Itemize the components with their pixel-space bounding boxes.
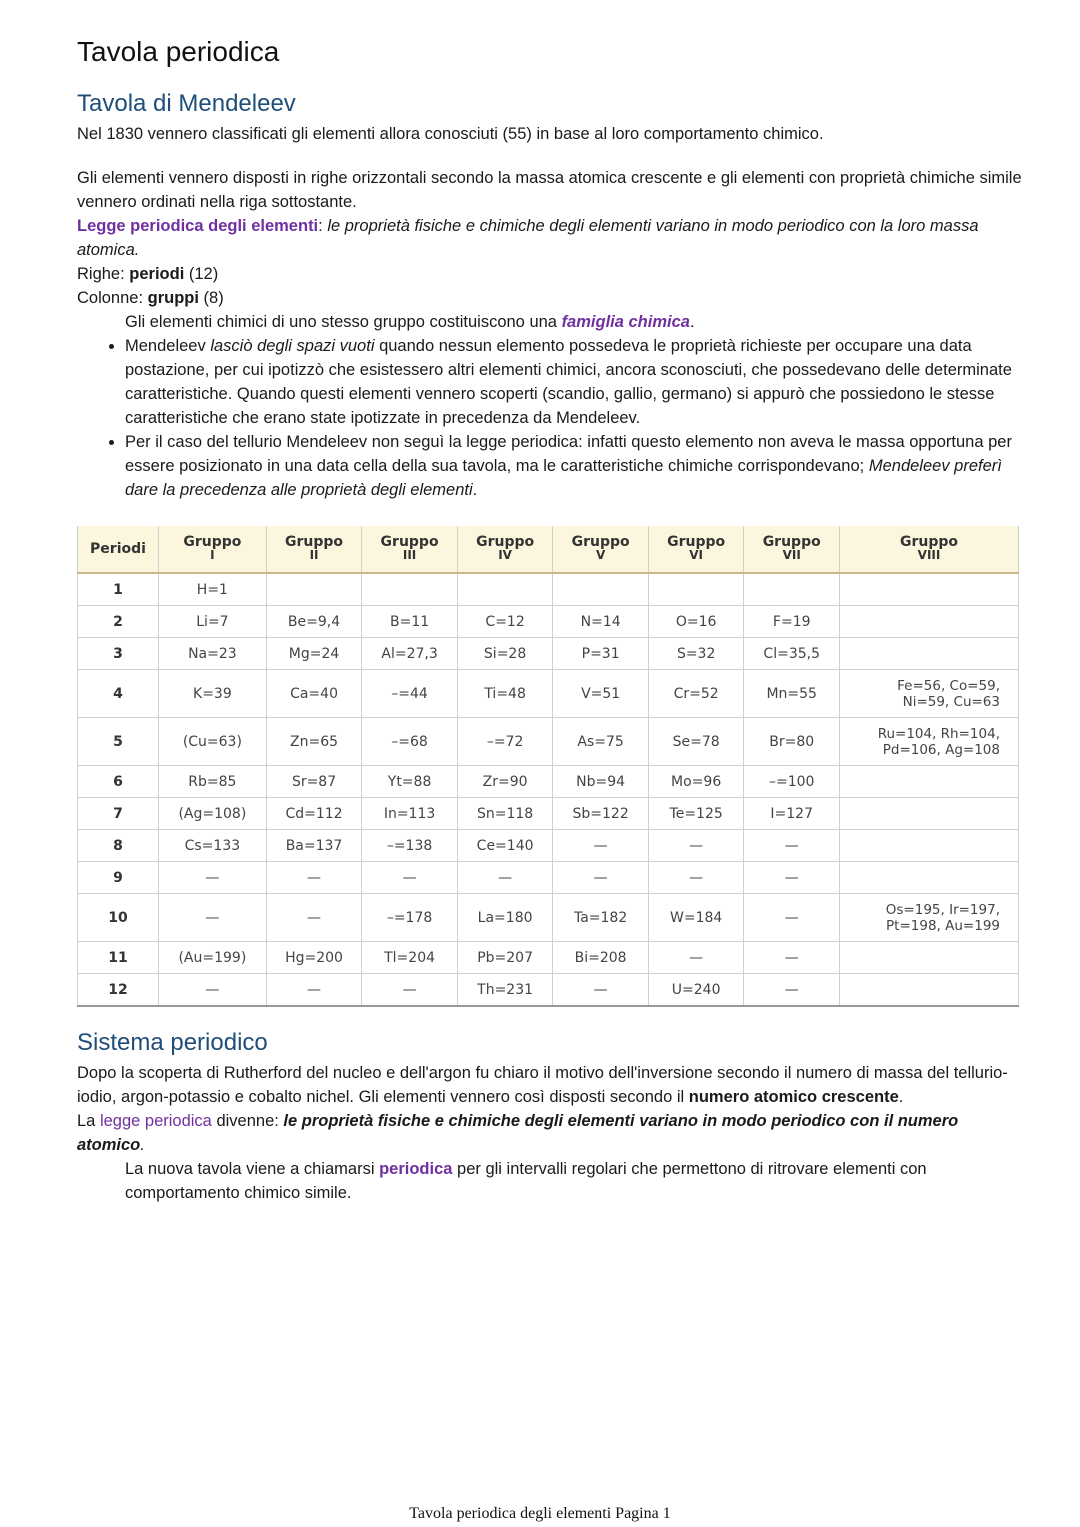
new-law-mid: divenne: xyxy=(211,1112,284,1130)
group-numeral: V xyxy=(595,548,606,562)
period-number: 1 xyxy=(78,573,159,606)
element-cell: — xyxy=(744,942,840,974)
element-cell: — xyxy=(744,830,840,862)
element-cell: Al=27,3 xyxy=(362,638,458,670)
period-number: 10 xyxy=(78,894,159,942)
group-word: Gruppo xyxy=(183,534,242,550)
element-cell: — xyxy=(266,862,362,894)
paragraph-arrangement: Gli elementi vennero disposti in righe orizzontali secondo la massa atomica crescente e gli elementi con proprietà chimiche simile vennero ordinati nella riga sottostante. xyxy=(77,169,1022,211)
page-content xyxy=(77,28,1027,1205)
element-cell: Si=28 xyxy=(457,638,553,670)
group-numeral: I xyxy=(210,548,215,562)
period-number: 9 xyxy=(78,862,159,894)
element-cell: Bi=208 xyxy=(553,942,649,974)
element-cell: Mo=96 xyxy=(648,766,744,798)
element-cell: — xyxy=(159,862,267,894)
element-cell: (Au=199) xyxy=(159,942,267,974)
table-row xyxy=(78,942,1019,974)
group-header-6 xyxy=(648,526,744,573)
group-header-7 xyxy=(744,526,840,573)
element-cell xyxy=(362,573,458,606)
list-item xyxy=(125,334,1027,430)
element-cell: — xyxy=(553,862,649,894)
element-cell: Sr=87 xyxy=(266,766,362,798)
element-cell: –=68 xyxy=(362,718,458,766)
page-title: Tavola periodica xyxy=(77,36,280,67)
period-number: 7 xyxy=(78,798,159,830)
element-cell: V=51 xyxy=(553,670,649,718)
rutherford-pre: Dopo la scoperta di Rutherford del nucleo e dell'argon fu chiaro il motivo dell'inversione secondo il numero di massa del tellurio-iodio, argon-potassio e cobalto nichel. Gli elementi vennero così disposti secondo il xyxy=(77,1064,1008,1106)
group-header-8 xyxy=(840,526,1019,573)
element-cell: — xyxy=(744,894,840,942)
table-body xyxy=(78,573,1019,1006)
table-row xyxy=(78,606,1019,638)
table-header-row xyxy=(78,526,1019,573)
element-cell: Te=125 xyxy=(648,798,744,830)
element-cell: Ta=182 xyxy=(553,894,649,942)
paragraph-family xyxy=(77,310,1027,334)
element-cell: — xyxy=(362,862,458,894)
page-footer: Tavola periodica degli elementi Pagina 1 xyxy=(409,1505,671,1522)
element-cell: Zn=65 xyxy=(266,718,362,766)
group-numeral: II xyxy=(309,548,319,562)
element-cell: As=75 xyxy=(553,718,649,766)
table-row xyxy=(78,670,1019,718)
element-cell: Br=80 xyxy=(744,718,840,766)
element-cell: Ca=40 xyxy=(266,670,362,718)
element-cell: K=39 xyxy=(159,670,267,718)
element-cell: P=31 xyxy=(553,638,649,670)
period-number: 11 xyxy=(78,942,159,974)
group-word: Gruppo xyxy=(899,534,959,550)
element-cell: Os=195, Ir=197, Pt=198, Au=199 xyxy=(840,894,1019,942)
new-law-pre: La xyxy=(77,1112,100,1130)
element-cell xyxy=(840,862,1019,894)
period-number: 12 xyxy=(78,974,159,1007)
rutherford-bold: numero atomico crescente xyxy=(688,1088,899,1106)
paragraph-periodic-name xyxy=(77,1157,1027,1205)
period-number: 5 xyxy=(78,718,159,766)
element-cell xyxy=(840,606,1019,638)
element-cell: Sb=122 xyxy=(553,798,649,830)
bullet-list xyxy=(77,334,1027,502)
group-word: Gruppo xyxy=(380,534,439,550)
periodic-bold: periodica xyxy=(379,1160,453,1178)
periodic-pre: La nuova tavola viene a chiamarsi xyxy=(125,1160,380,1178)
element-cell: — xyxy=(648,830,744,862)
new-law-text: le proprietà fisiche e chimiche degli elementi variano in modo periodico con il numero atomico xyxy=(77,1112,959,1154)
paragraph-new-law xyxy=(77,1109,1027,1157)
element-cell xyxy=(553,573,649,606)
table-row xyxy=(78,638,1019,670)
rows-count: (12) xyxy=(184,265,219,283)
bullet1-em: lasciò degli spazi vuoti xyxy=(210,337,375,355)
element-cell: Ru=104, Rh=104, Pd=106, Ag=108 xyxy=(840,718,1019,766)
bullet2-em: Mendeleev preferì dare la precedenza alle proprietà degli elementi xyxy=(125,457,1002,499)
group-word: Gruppo xyxy=(571,534,630,550)
element-cell: — xyxy=(362,974,458,1007)
element-cell: Pb=207 xyxy=(457,942,553,974)
family-em: famiglia chimica xyxy=(561,313,690,331)
new-law-post: . xyxy=(140,1136,145,1154)
element-cell: Th=231 xyxy=(457,974,553,1007)
group-numeral: VIII xyxy=(917,548,941,562)
rutherford-post: . xyxy=(898,1088,904,1106)
element-cell xyxy=(840,638,1019,670)
element-cell: La=180 xyxy=(457,894,553,942)
element-cell: Fe=56, Co=59, Ni=59, Cu=63 xyxy=(840,670,1019,718)
element-cell: Yt=88 xyxy=(362,766,458,798)
element-cell: Na=23 xyxy=(159,638,267,670)
period-number: 3 xyxy=(78,638,159,670)
element-cell: — xyxy=(744,862,840,894)
section-heading-periodic-system: Sistema periodico xyxy=(77,1029,268,1056)
bullet1-post: quando nessun elemento possedeva le proprietà richieste per occupare una data postazione, per cui ipotizzò che esistessero altri elementi chimici, ancora sconosciuti, che possedevano delle determinate caratteristiche. Quando questi elementi vennero scoperti (scandio, gallio, germano) si appurò che possiedono le stesse caratteristiche che erano state ipotizzate in precedenza da Mendeleev. xyxy=(125,337,1012,427)
element-cell: O=16 xyxy=(648,606,744,638)
element-cell: Sn=118 xyxy=(457,798,553,830)
family-pre: Gli elementi chimici di uno stesso gruppo costituiscono una xyxy=(125,313,562,331)
element-cell: — xyxy=(553,974,649,1007)
list-item xyxy=(125,430,1027,502)
element-cell: –=72 xyxy=(457,718,553,766)
element-cell xyxy=(840,830,1019,862)
table-row xyxy=(78,766,1019,798)
element-cell xyxy=(840,766,1019,798)
element-cell: Ba=137 xyxy=(266,830,362,862)
group-word: Gruppo xyxy=(476,534,535,550)
element-cell: — xyxy=(457,862,553,894)
element-cell: In=113 xyxy=(362,798,458,830)
group-header-2 xyxy=(266,526,362,573)
element-cell: N=14 xyxy=(553,606,649,638)
element-cell: (Ag=108) xyxy=(159,798,267,830)
table-row xyxy=(78,573,1019,606)
group-header-1 xyxy=(159,526,267,573)
bullet2-pre: Per il caso del tellurio Mendeleev non seguì la legge periodica: infatti questo elemento non aveva le massa opportuna per essere posizionato in una data cella della sua tavola, ma le caratteristiche chimiche corrispondevano; xyxy=(125,433,1012,475)
table-row xyxy=(78,798,1019,830)
element-cell: — xyxy=(744,974,840,1007)
bullet2-post: . xyxy=(472,481,478,499)
element-cell: –=44 xyxy=(362,670,458,718)
element-cell: C=12 xyxy=(457,606,553,638)
element-cell: Rb=85 xyxy=(159,766,267,798)
element-cell: F=19 xyxy=(744,606,840,638)
periods-header: Periodi xyxy=(78,526,159,573)
table-row xyxy=(78,974,1019,1007)
element-cell: Nb=94 xyxy=(553,766,649,798)
element-cell xyxy=(840,798,1019,830)
period-number: 4 xyxy=(78,670,159,718)
element-cell xyxy=(840,942,1019,974)
element-cell: Mn=55 xyxy=(744,670,840,718)
paragraph-rutherford xyxy=(77,1061,1027,1109)
group-header-4 xyxy=(457,526,553,573)
element-cell xyxy=(648,573,744,606)
table-row xyxy=(78,862,1019,894)
element-cell: — xyxy=(266,974,362,1007)
element-cell: — xyxy=(159,974,267,1007)
element-cell: — xyxy=(266,894,362,942)
element-cell: –=178 xyxy=(362,894,458,942)
element-cell xyxy=(744,573,840,606)
element-cell: Cs=133 xyxy=(159,830,267,862)
new-law-label: legge periodica xyxy=(99,1112,212,1130)
paragraph-intro: Nel 1830 vennero classificati gli elementi allora conosciuti (55) in base al loro comportamento chimico. xyxy=(77,125,824,143)
periodic-post: per gli intervalli regolari che permettono di ritrovare elementi con comportamento chimico simile. xyxy=(125,1160,927,1202)
element-cell: Zr=90 xyxy=(457,766,553,798)
table-row xyxy=(78,830,1019,862)
element-cell: Ti=48 xyxy=(457,670,553,718)
element-cell: Cl=35,5 xyxy=(744,638,840,670)
element-cell: — xyxy=(648,862,744,894)
cols-label: Colonne: xyxy=(77,289,148,307)
element-cell xyxy=(840,974,1019,1007)
law-label: Legge periodica degli elementi xyxy=(77,217,319,235)
group-numeral: VII xyxy=(782,548,801,562)
rows-bold: periodi xyxy=(129,265,185,283)
cols-count: (8) xyxy=(198,289,224,307)
element-cell: Hg=200 xyxy=(266,942,362,974)
paragraph-columns xyxy=(77,286,1027,310)
element-cell: Cr=52 xyxy=(648,670,744,718)
section-heading-mendeleev: Tavola di Mendeleev xyxy=(77,90,296,117)
group-word: Gruppo xyxy=(762,534,821,550)
element-cell: U=240 xyxy=(648,974,744,1007)
mendeleev-table xyxy=(77,526,1019,1007)
law-text: le proprietà fisiche e chimiche degli elementi variano in modo periodico con la loro massa atomica. xyxy=(77,217,979,259)
element-cell: Cd=112 xyxy=(266,798,362,830)
paragraph-law: Legge periodica degli elementi: le proprietà fisiche e chimiche degli elementi variano in modo periodico con la loro massa atomica. xyxy=(77,217,979,259)
bullet1-pre: Mendeleev xyxy=(125,337,211,355)
table-row xyxy=(78,894,1019,942)
element-cell: Ce=140 xyxy=(457,830,553,862)
element-cell: –=100 xyxy=(744,766,840,798)
element-cell: I=127 xyxy=(744,798,840,830)
element-cell: Tl=204 xyxy=(362,942,458,974)
group-numeral: IV xyxy=(498,548,512,562)
element-cell: — xyxy=(553,830,649,862)
period-number: 2 xyxy=(78,606,159,638)
element-cell: (Cu=63) xyxy=(159,718,267,766)
element-cell xyxy=(457,573,553,606)
group-header-5 xyxy=(553,526,649,573)
group-header-3 xyxy=(362,526,458,573)
paragraph-rows xyxy=(77,262,1027,286)
group-word: Gruppo xyxy=(285,534,344,550)
period-number: 8 xyxy=(78,830,159,862)
cols-bold: gruppi xyxy=(147,289,199,307)
family-post: . xyxy=(689,313,695,331)
group-numeral: VI xyxy=(689,548,704,562)
group-word: Gruppo xyxy=(667,534,726,550)
element-cell: — xyxy=(648,942,744,974)
table-row xyxy=(78,718,1019,766)
element-cell: H=1 xyxy=(159,573,267,606)
element-cell: B=11 xyxy=(362,606,458,638)
element-cell: Mg=24 xyxy=(266,638,362,670)
group-numeral: III xyxy=(402,548,417,562)
element-cell: W=184 xyxy=(648,894,744,942)
element-cell xyxy=(840,573,1019,606)
element-cell: –=138 xyxy=(362,830,458,862)
element-cell: Se=78 xyxy=(648,718,744,766)
period-number: 6 xyxy=(78,766,159,798)
element-cell: Be=9,4 xyxy=(266,606,362,638)
element-cell: Li=7 xyxy=(159,606,267,638)
element-cell: S=32 xyxy=(648,638,744,670)
element-cell xyxy=(266,573,362,606)
element-cell: — xyxy=(159,894,267,942)
rows-label: Righe: xyxy=(77,265,130,283)
